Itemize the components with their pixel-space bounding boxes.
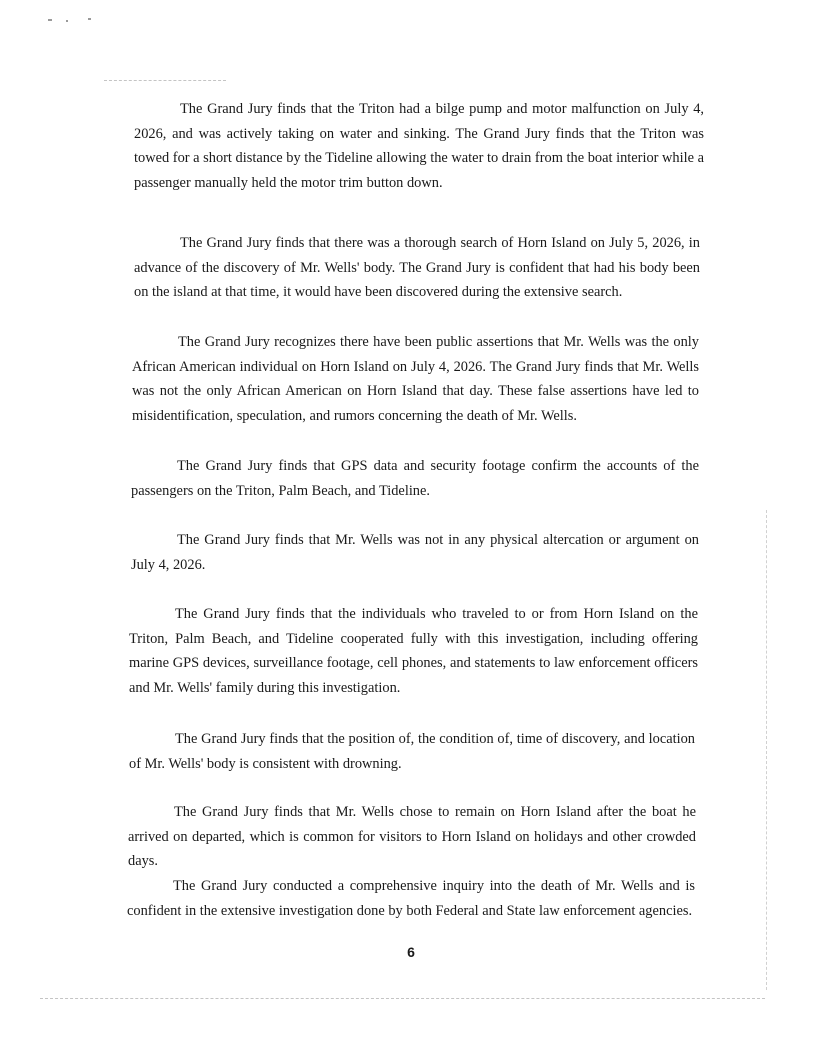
scan-speck	[88, 18, 91, 20]
finding-paragraph: The Grand Jury finds that Mr. Wells chose to remain on Horn Island after the boat he arrived on departed, which is common for visitors to Horn Island on holidays and other crowded days.	[128, 804, 696, 869]
finding-paragraph: The Grand Jury recognizes there have been public assertions that Mr. Wells was the only African American individual on Horn Island on July 4, 2026. The Grand Jury finds that Mr. Wells was not the only African American on Horn Island that day. These false assertions have led to misidentification, speculation, and rumors concerning the death of Mr. Wells.	[132, 334, 699, 424]
finding-paragraph: The Grand Jury finds that GPS data and security footage confirm the accounts of the passengers on the Triton, Palm Beach, and Tideline.	[131, 458, 699, 499]
scan-line-right	[766, 510, 767, 990]
finding-paragraph: The Grand Jury finds that Mr. Wells was not in any physical altercation or argument on July 4, 2026.	[131, 532, 699, 573]
page-number: 6	[407, 944, 415, 960]
scan-speck	[66, 20, 68, 22]
finding-paragraph: The Grand Jury conducted a comprehensive inquiry into the death of Mr. Wells and is confident in the extensive investigation done by both Federal and State law enforcement agencies.	[127, 878, 695, 919]
finding-paragraph: The Grand Jury finds that there was a thorough search of Horn Island on July 5, 2026, in advance of the discovery of Mr. Wells' body. The Grand Jury is confident that had his body been on the island at that time, it would have been discovered during the extensive search.	[134, 235, 700, 300]
scan-line-top	[104, 80, 226, 81]
scan-speck	[48, 19, 52, 21]
finding-paragraph: The Grand Jury finds that the position of, the condition of, time of discovery, and location of Mr. Wells' body is consistent with drowning.	[129, 731, 695, 772]
finding-paragraph: The Grand Jury finds that the individuals who traveled to or from Horn Island on the Triton, Palm Beach, and Tideline cooperated fully with this investigation, including offering marine GPS devices, surveillance footage, cell phones, and statements to law enforcement officers and Mr. Wells' family during this investigation.	[129, 606, 698, 696]
scan-line-bottom	[40, 998, 765, 999]
finding-paragraph: The Grand Jury finds that the Triton had a bilge pump and motor malfunction on July 4, 2026, and was actively taking on water and sinking. The Grand Jury finds that the Triton was towed for a short distance by the Tideline allowing the water to drain from the boat interior while a passenger manually held the motor trim button down.	[134, 101, 704, 191]
